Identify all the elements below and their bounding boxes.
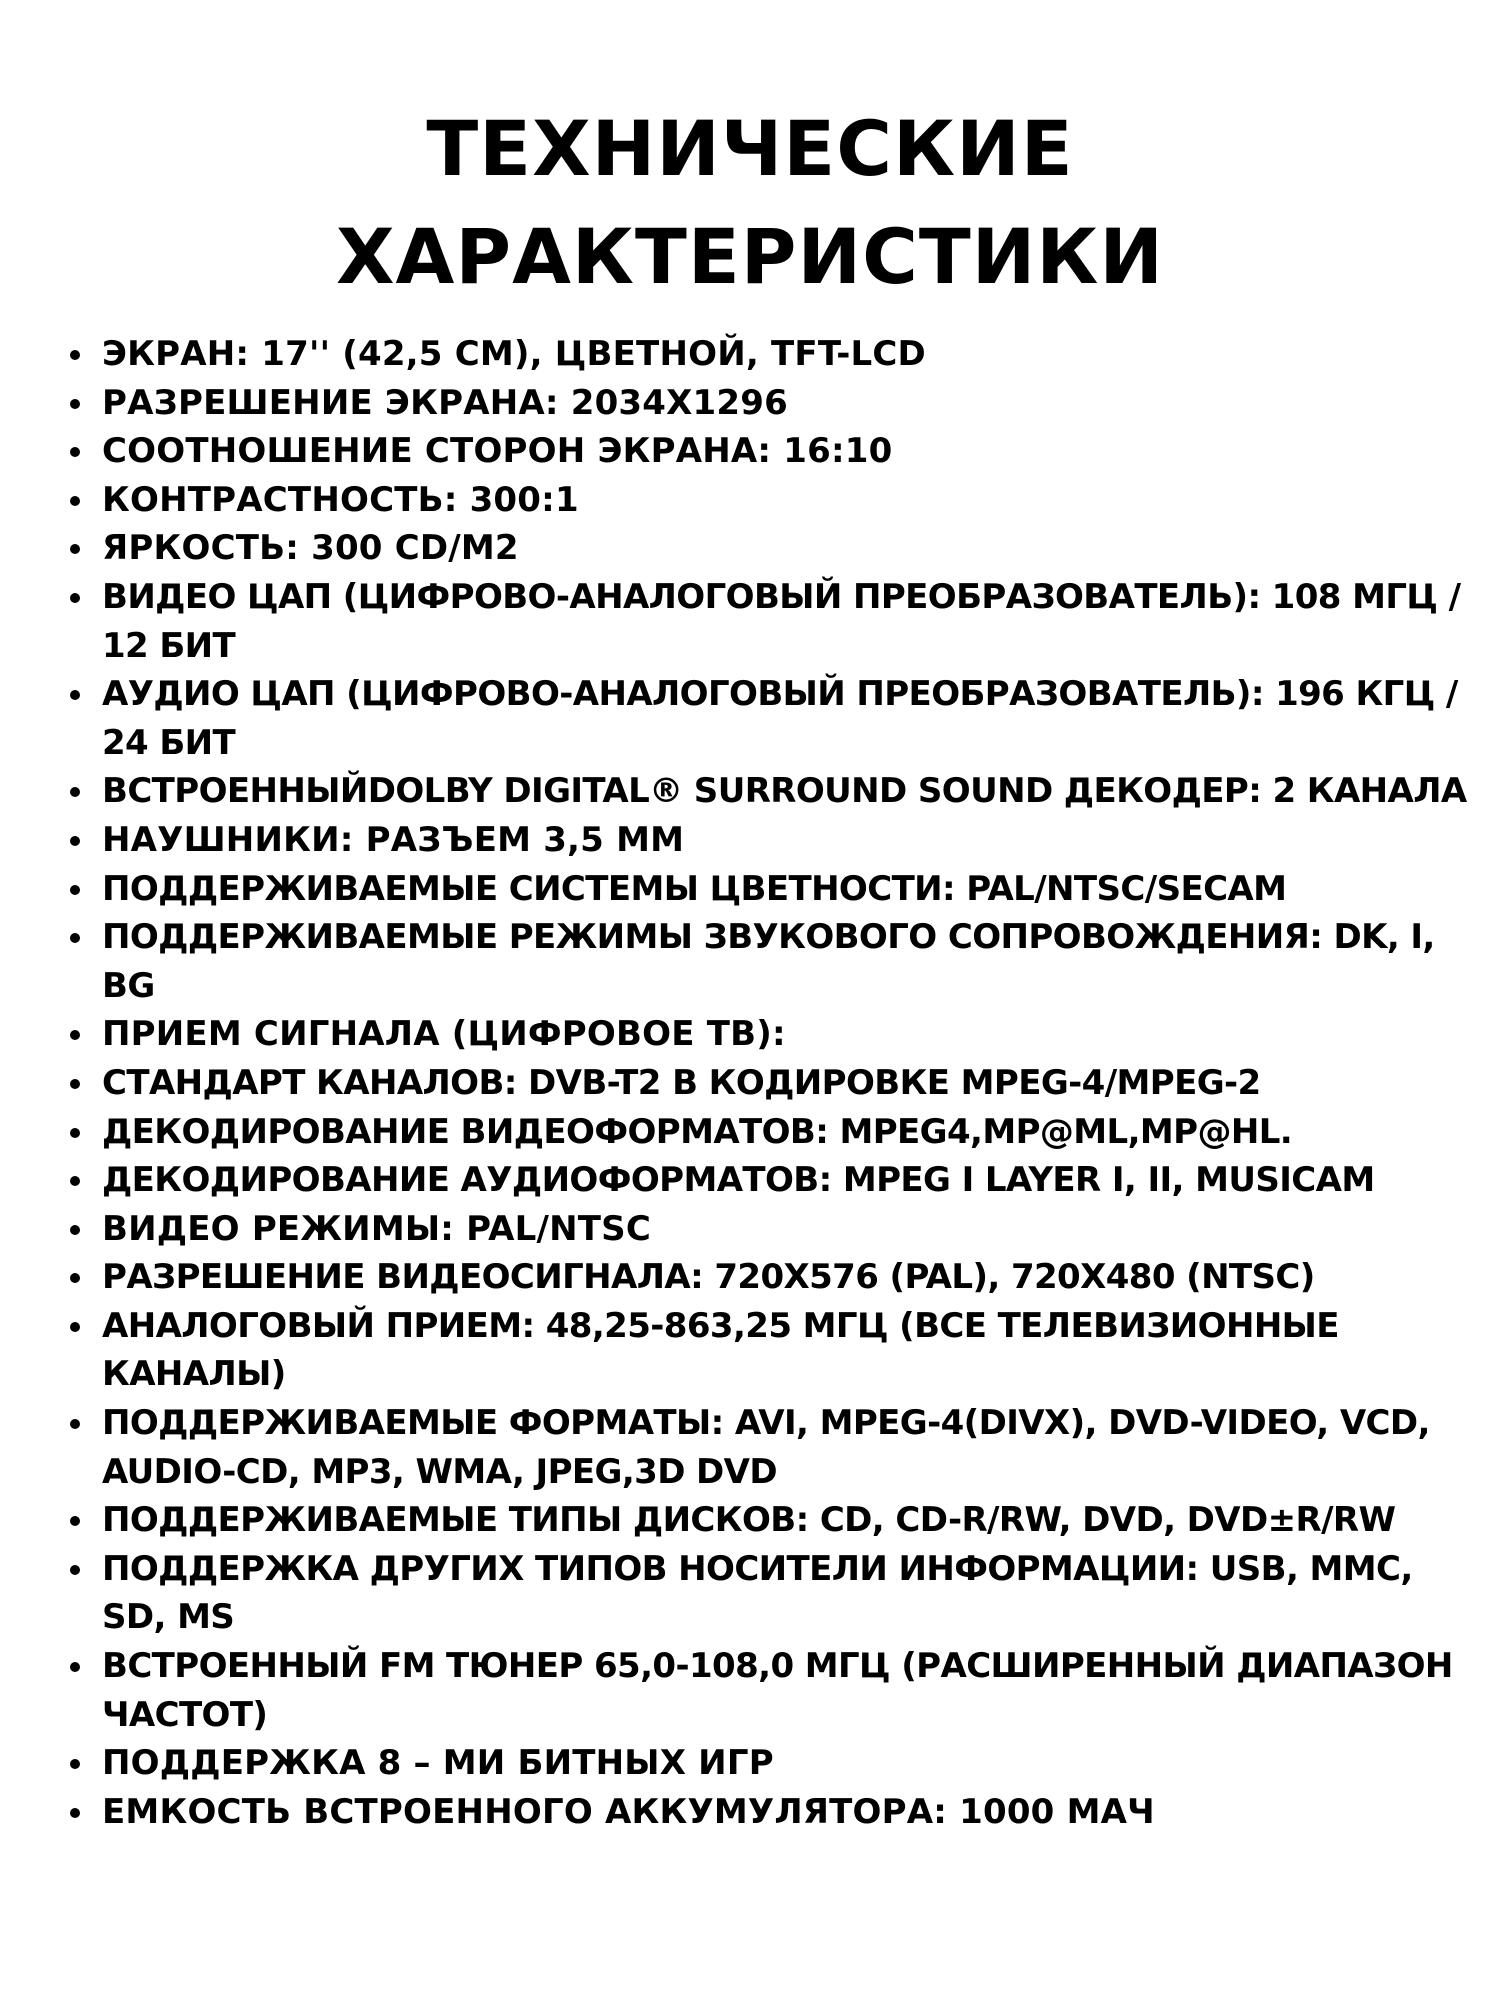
spec-item-video-resolution: РАЗРЕШЕНИЕ ВИДЕОСИГНАЛА: 720X576 (PAL), 720X480 (NTSC) [66, 1253, 1476, 1302]
bullet-icon [70, 1808, 80, 1818]
bullet-icon [70, 1225, 80, 1235]
spec-item-dolby-decoder: ВСТРОЕННЫЙDOLBY DIGITAL® SURROUND SOUND ДЕКОДЕР: 2 КАНАЛА [66, 767, 1476, 816]
spec-item-screen: ЭКРАН: 17'' (42,5 СМ), ЦВЕТНОЙ, TFT-LCD [66, 330, 1476, 379]
spec-item-brightness: ЯРКОСТЬ: 300 CD/M2 [66, 524, 1476, 573]
spec-item-headphones: НАУШНИКИ: РАЗЪЕМ 3,5 ММ [66, 816, 1476, 865]
specs-list [66, 330, 1476, 1836]
spec-item-color-systems: ПОДДЕРЖИВАЕМЫЕ СИСТЕМЫ ЦВЕТНОСТИ: PAL/NTSC/SECAM [66, 865, 1476, 914]
bullet-icon [70, 496, 80, 506]
bullet-icon [70, 836, 80, 846]
bullet-icon [70, 399, 80, 409]
bullet-icon [70, 690, 80, 700]
title-line-1: ТЕХНИЧЕСКИЕ [426, 104, 1074, 193]
bullet-icon [70, 1565, 80, 1575]
spec-item-channel-standard: СТАНДАРТ КАНАЛОВ: DVB-T2 В КОДИРОВКЕ MPEG-4/MPEG-2 [66, 1059, 1476, 1108]
spec-item-aspect-ratio: СООТНОШЕНИЕ СТОРОН ЭКРАНА: 16:10 [66, 427, 1476, 476]
spec-item-fm-tuner: ВСТРОЕННЫЙ FM ТЮНЕР 65,0-108,0 МГЦ (РАСШИРЕННЫЙ ДИАПАЗОН ЧАСТОТ) [66, 1642, 1476, 1739]
bullet-icon [70, 1322, 80, 1332]
bullet-icon [70, 1662, 80, 1672]
spec-item-video-modes: ВИДЕО РЕЖИМЫ: PAL/NTSC [66, 1205, 1476, 1254]
bullet-icon [70, 1128, 80, 1138]
bullet-icon [70, 593, 80, 603]
page-title [0, 95, 1500, 311]
spec-item-battery: ЕМКОСТЬ ВСТРОЕННОГО АККУМУЛЯТОРА: 1000 МАЧ [66, 1788, 1476, 1837]
spec-item-other-media: ПОДДЕРЖКА ДРУГИХ ТИПОВ НОСИТЕЛИ ИНФОРМАЦИИ: USB, MMC, SD, MS [66, 1545, 1476, 1642]
spec-item-disc-types: ПОДДЕРЖИВАЕМЫЕ ТИПЫ ДИСКОВ: CD, CD-R/RW, DVD, DVD±R/RW [66, 1496, 1476, 1545]
spec-item-audio-decoding: ДЕКОДИРОВАНИЕ АУДИОФОРМАТОВ: MPEG I LAYER I, II, MUSICAM [66, 1156, 1476, 1205]
spec-item-audio-dac: АУДИО ЦАП (ЦИФРОВО-АНАЛОГОВЫЙ ПРЕОБРАЗОВАТЕЛЬ): 196 КГЦ / 24 БИТ [66, 670, 1476, 767]
spec-item-video-decoding: ДЕКОДИРОВАНИЕ ВИДЕОФОРМАТОВ: MPEG4,MP@ML,MP@HL. [66, 1108, 1476, 1157]
spec-item-analog-reception: АНАЛОГОВЫЙ ПРИЕМ: 48,25-863,25 МГЦ (ВСЕ ТЕЛЕВИЗИОННЫЕ КАНАЛЫ) [66, 1302, 1476, 1399]
bullet-icon [70, 447, 80, 457]
spec-item-games: ПОДДЕРЖКА 8 – МИ БИТНЫХ ИГР [66, 1739, 1476, 1788]
spec-item-video-dac: ВИДЕО ЦАП (ЦИФРОВО-АНАЛОГОВЫЙ ПРЕОБРАЗОВАТЕЛЬ): 108 МГЦ / 12 БИТ [66, 573, 1476, 670]
spec-item-supported-formats: ПОДДЕРЖИВАЕМЫЕ ФОРМАТЫ: AVI, MPEG-4(DIVX), DVD-VIDEO, VCD, AUDIO-CD, MP3, WMA, JPEG,3D DVD [66, 1399, 1476, 1496]
bullet-icon [70, 1030, 80, 1040]
bullet-icon [70, 1759, 80, 1769]
bullet-icon [70, 1079, 80, 1089]
bullet-icon [70, 1419, 80, 1429]
bullet-icon [70, 885, 80, 895]
spec-item-digital-tv: ПРИЕМ СИГНАЛА (ЦИФРОВОЕ ТВ): [66, 1010, 1476, 1059]
bullet-icon [70, 1516, 80, 1526]
bullet-icon [70, 787, 80, 797]
bullet-icon [70, 1176, 80, 1186]
spec-item-resolution: РАЗРЕШЕНИЕ ЭКРАНА: 2034X1296 [66, 379, 1476, 428]
bullet-icon [70, 350, 80, 360]
bullet-icon [70, 1273, 80, 1283]
title-line-2: ХАРАКТЕРИСТИКИ [335, 212, 1165, 301]
bullet-icon [70, 933, 80, 943]
spec-item-contrast: КОНТРАСТНОСТЬ: 300:1 [66, 476, 1476, 525]
spec-item-sound-modes: ПОДДЕРЖИВАЕМЫЕ РЕЖИМЫ ЗВУКОВОГО СОПРОВОЖДЕНИЯ: DK, I, BG [66, 913, 1476, 1010]
bullet-icon [70, 544, 80, 554]
